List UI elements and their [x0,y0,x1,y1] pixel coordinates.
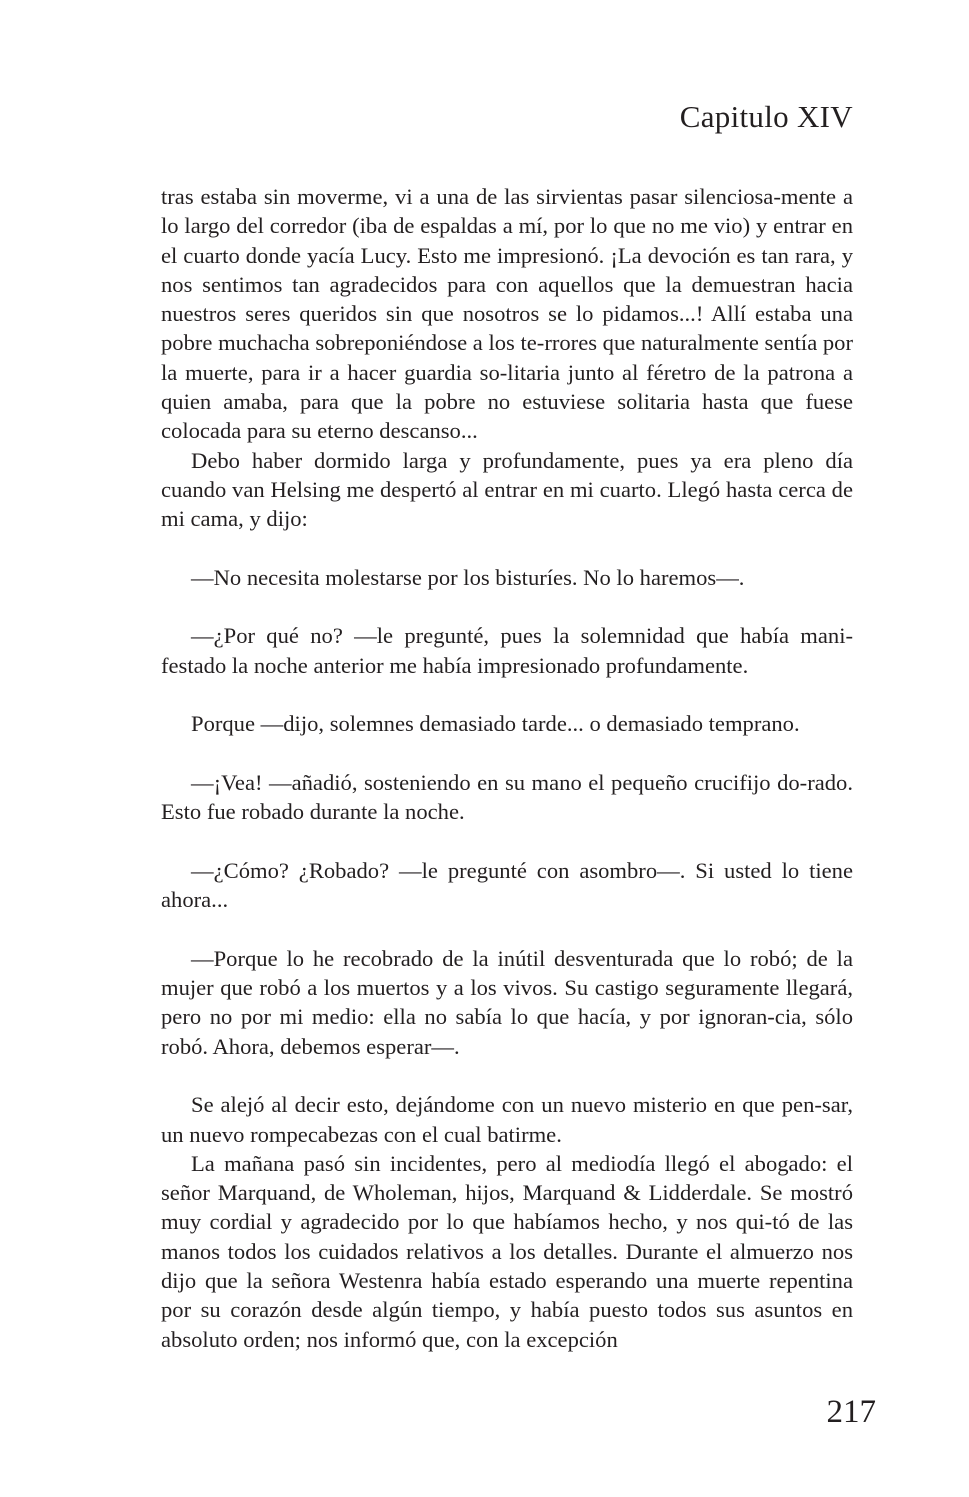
page-body-text [161,182,853,1354]
dialogue-paragraph: —¿Por qué no? —le pregunté, pues la solemnidad que había mani-festado la noche anterior me había impresionado profundamente. [161,623,853,678]
paragraph: La mañana pasó sin incidentes, pero al mediodía llegó el abogado: el señor Marquand, de Wholeman, hijos, Marquand & Lidderdale. Se mostró muy cordial y agradecido por lo que habíamos hecho, y nos qui-tó de las manos todos los cuidados relativos a los detalles. Durante el almuerzo nos dijo que la señora Westenra había estado esperando una muerte repentina por su corazón desde algún tiempo, y había puesto todos sus asuntos en absoluto orden; nos informó que, con la excepción [161,1150,853,1352]
dialogue-paragraph: —¡Vea! —añadió, sosteniendo en su mano el pequeño crucifijo do-rado. Esto fue robado durante la noche. [161,769,853,825]
page-number: 217 [826,1394,876,1430]
dialogue-paragraph: —¿Cómo? ¿Robado? —le pregunté con asombro—. Si usted lo tiene ahora... [161,857,853,913]
dialogue-paragraph: Porque —dijo, solemnes demasiado tarde... o demasiado temprano. [191,711,800,737]
dialogue-paragraph: —No necesita molestarse por los bisturíes. No lo haremos—. [191,564,745,590]
paragraph: tras estaba sin moverme, vi a una de las sirvientas pasar silenciosa-mente a lo largo del corredor (iba de espaldas a mí, por lo que no me vio) y entrar en el cuarto donde yacía Lucy. Esto me impresionó. ¡La devoción es tan rara, y nos sentimos tan agradecidos para con aquellos que la demuestran hacia nuestros seres queridos sin que nosotros se lo pidamos...! Allí estaba una pobre muchacha sobreponiéndose a los te-rrores que naturalmente sentía por la muerte, para ir a hacer guardia so-litaria junto al féretro de la patrona a quien amaba, para que la pobre no estuviese solitaria hasta que fuese colocada para su eterno descanso... [161,184,853,444]
paragraph: Se alejó al decir esto, dejándome con un nuevo misterio en que pen-sar, un nuevo rompecabezas con el cual batirme. [161,1092,853,1147]
chapter-title: Capitulo XIV [679,99,853,134]
paragraph: Debo haber dormido larga y profundamente, pues ya era pleno día cuando van Helsing me despertó al entrar en mi cuarto. Llegó hasta cerca de mi cama, y dijo: [161,447,853,532]
dialogue-paragraph: —Porque lo he recobrado de la inútil desventurada que lo robó; de la mujer que robó a los muertos y a los vivos. Su castigo seguramente llegará, pero no por mi medio: ella no sabía lo que hacía, y por ignoran-cia, sólo robó. Ahora, debemos esperar—. [161,945,853,1059]
